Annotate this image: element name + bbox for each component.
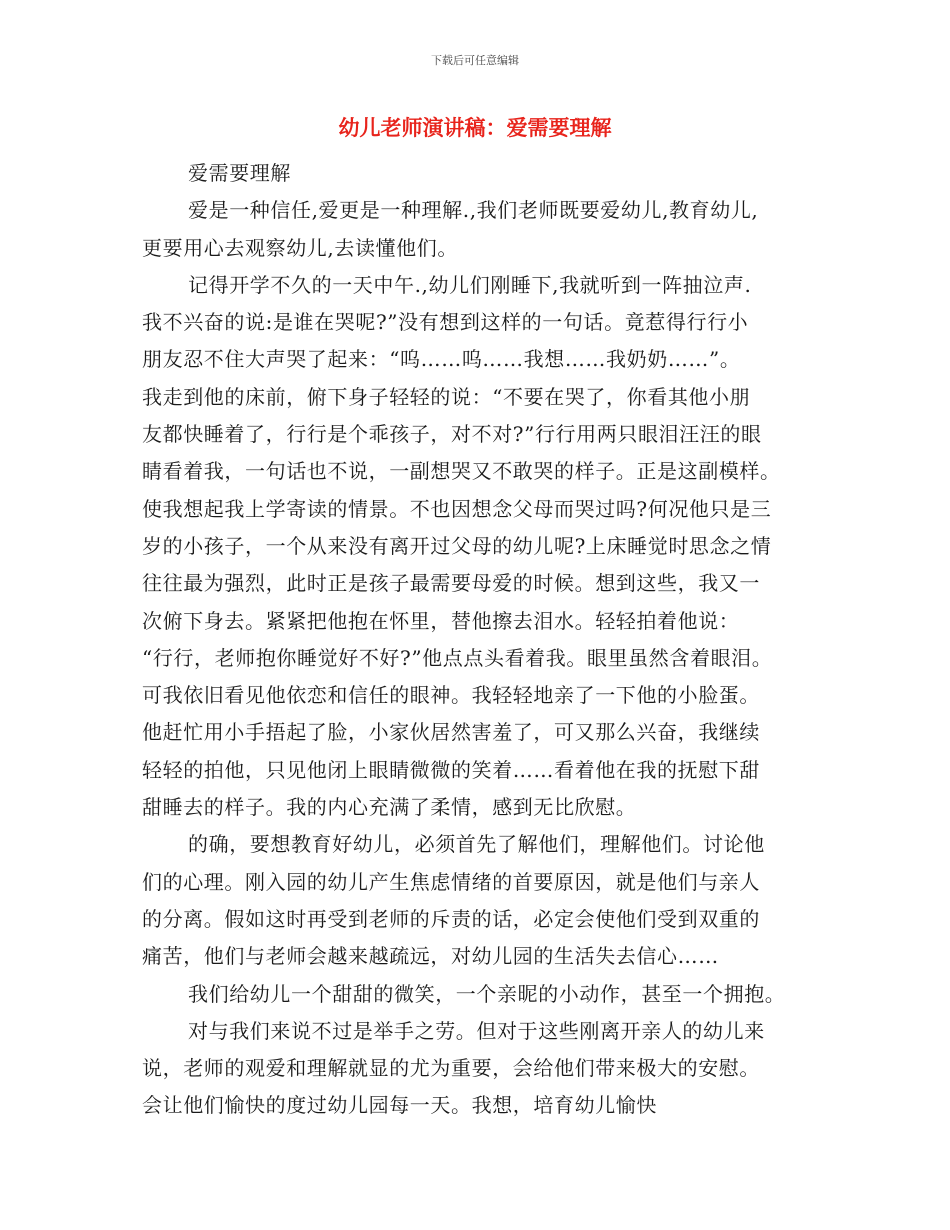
body-line: 往往最为强烈，此时正是孩子最需要母爱的时候。想到这些，我又一 bbox=[142, 571, 760, 596]
body-line: 朋友忍不住大声哭了起来：“呜……呜……我想……我奶奶……”。 bbox=[142, 347, 741, 372]
body-line: 轻轻的拍他，只见他闭上眼睛微微的笑着……看着他在我的抚慰下甜 bbox=[142, 757, 760, 782]
body-line: 记得开学不久的一天中午.,幼儿们刚睡下,我就听到一阵抽泣声. bbox=[188, 272, 752, 297]
body-line: 会让他们愉快的度过幼儿园每一天。我想，培育幼儿愉快 bbox=[142, 1093, 657, 1118]
body-line: 我走到他的床前，俯下身子轻轻的说：“不要在哭了，你看其他小朋 bbox=[142, 384, 751, 409]
body-line: 可我依旧看见他依恋和信任的眼神。我轻轻地亲了一下他的小脸蛋。 bbox=[142, 683, 760, 708]
body-line: 爱是一种信任,爱更是一种理解.,我们老师既要爱幼儿,教育幼儿, bbox=[188, 198, 759, 223]
header-note: 下载后可任意编辑 bbox=[431, 54, 519, 67]
body-line: 说，老师的观爱和理解就显的尤为重要，会给他们带来极大的安慰。 bbox=[142, 1056, 760, 1081]
body-line: 使我想起我上学寄读的情景。不也因想念父母而哭过吗?何况他只是三 bbox=[142, 496, 772, 521]
body-line: 岁的小孩子，一个从来没有离开过父母的幼儿呢?上床睡觉时思念之情 bbox=[142, 533, 772, 558]
body-line: 对与我们来说不过是举手之劳。但对于这些刚离开亲人的幼儿来 bbox=[188, 1018, 765, 1043]
body-line: 我们给幼儿一个甜甜的微笑，一个亲昵的小动作，甚至一个拥抱。 bbox=[188, 981, 786, 1006]
body-line: 甜睡去的样子。我的内心充满了柔情，感到无比欣慰。 bbox=[142, 795, 637, 820]
document-title: 幼儿老师演讲稿：爱需要理解 bbox=[338, 116, 612, 140]
body-line: 次俯下身去。紧紧把他抱在怀里，替他擦去泪水。轻轻拍着他说： bbox=[142, 608, 740, 633]
body-line: 们的心理。刚入园的幼儿产生焦虑情绪的首要原因，就是他们与亲人 bbox=[142, 869, 760, 894]
body-line: 的确，要想教育好幼儿，必须首先了解他们，理解他们。讨论他 bbox=[188, 832, 765, 857]
body-line: 友都快睡着了，行行是个乖孩子，对不对?”行行用两只眼泪汪汪的眼 bbox=[142, 422, 762, 447]
body-line: “行行，老师抱你睡觉好不好?”他点点头看着我。眼里虽然含着眼泪。 bbox=[142, 645, 773, 670]
body-line: 我不兴奋的说:是谁在哭呢?”没有想到这样的一句话。竟惹得行行小 bbox=[142, 310, 749, 335]
body-line: 睛看着我，一句话也不说，一副想哭又不敢哭的样子。正是这副模样。 bbox=[142, 459, 781, 484]
body-line: 更要用心去观察幼儿,去读懂他们。 bbox=[142, 235, 458, 260]
body-line: 爱需要理解 bbox=[188, 161, 291, 185]
body-line: 他赶忙用小手捂起了脸，小家伙居然害羞了，可又那么兴奋，我继续 bbox=[142, 720, 760, 745]
document-body bbox=[142, 155, 822, 1125]
body-line: 的分离。假如这时再受到老师的斥责的话，必定会使他们受到双重的 bbox=[142, 906, 760, 931]
body-line: 痛苦，他们与老师会越来越疏远，对幼儿园的生活失去信心…… bbox=[142, 944, 719, 969]
